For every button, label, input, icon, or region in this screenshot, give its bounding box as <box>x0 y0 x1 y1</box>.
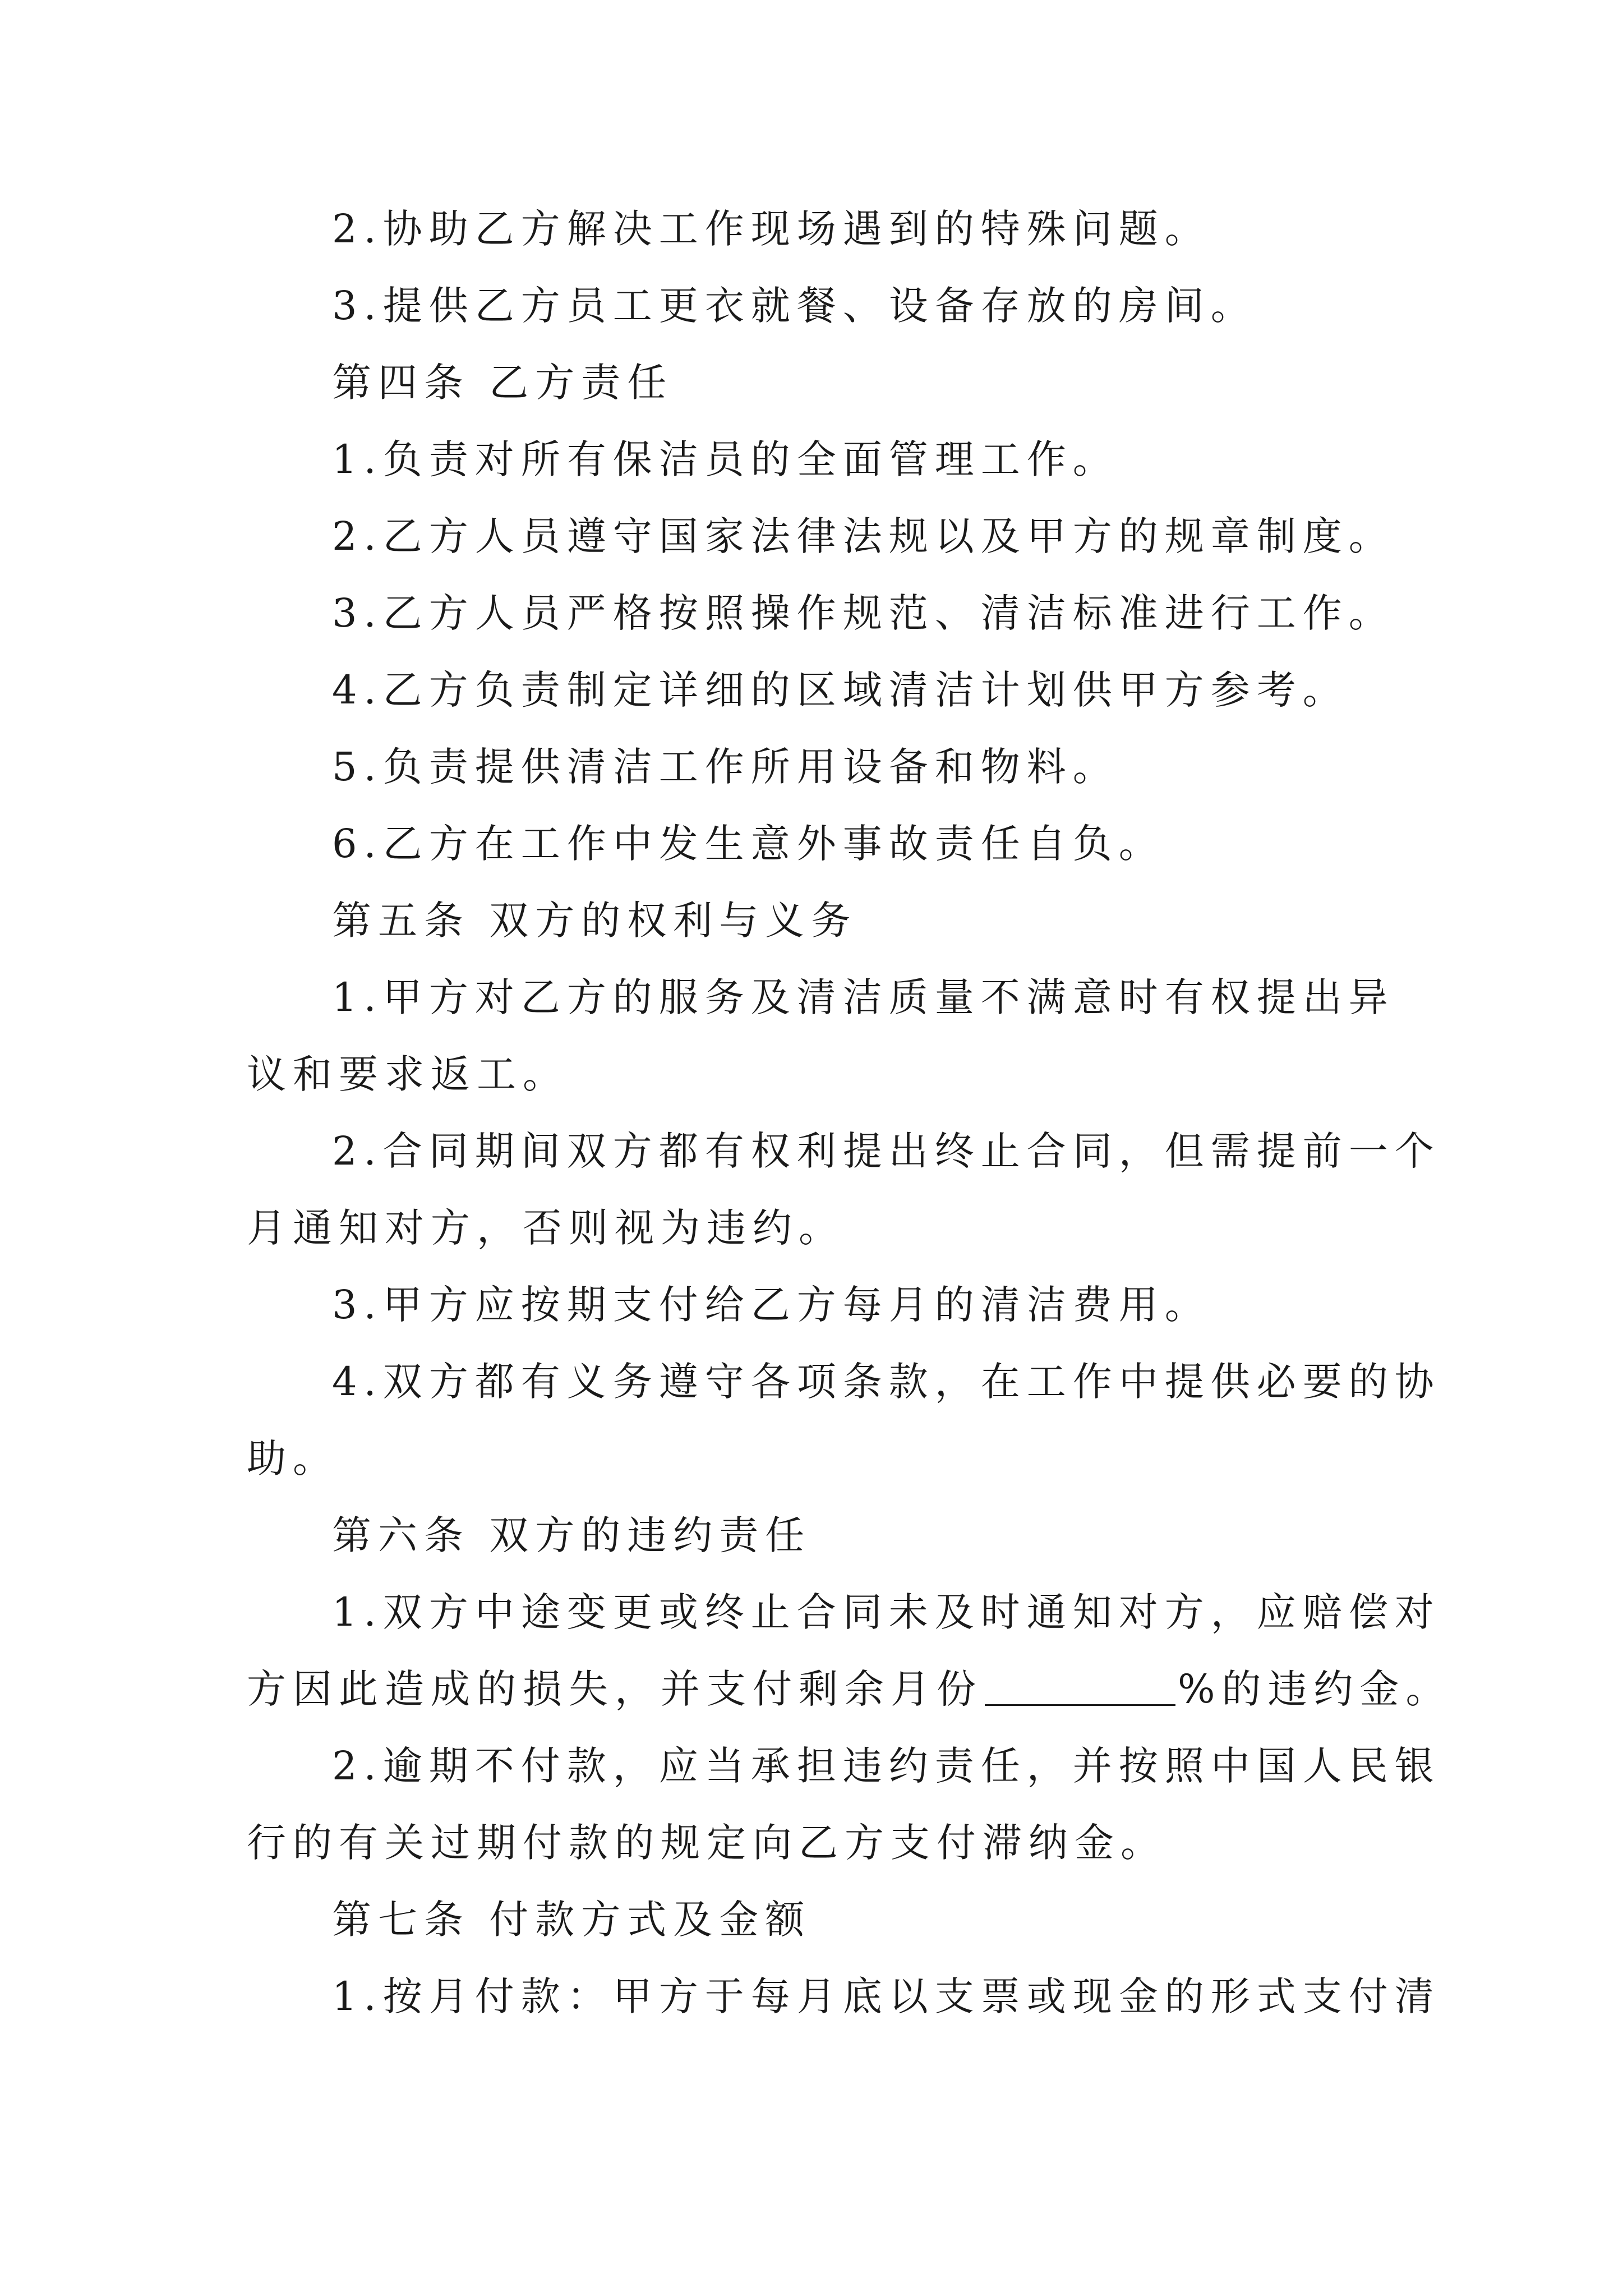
paragraph-line: 2.乙方人员遵守国家法律法规以及甲方的规章制度。 <box>332 513 1395 559</box>
section-heading: 第七条 付款方式及金额 <box>332 1897 811 1943</box>
paragraph-line: 5.负责提供清洁工作所用设备和物料。 <box>332 744 1119 790</box>
paragraph-line: 2.合同期间双方都有权利提出终止合同，但需提前一个 <box>332 1128 1441 1174</box>
paragraph-line: 3.提供乙方员工更衣就餐、设备存放的房间。 <box>332 283 1257 329</box>
line-text-before-blank: 方因此造成的损失，并支付剩余月份 <box>247 1666 983 1712</box>
fill-in-blank <box>985 1671 1175 1706</box>
paragraph-line: 4.双方都有义务遵守各项条款，在工作中提供必要的协 <box>332 1359 1441 1405</box>
paragraph-line: 1.双方中途变更或终止合同未及时通知对方，应赔偿对 <box>332 1589 1441 1635</box>
section-heading: 第六条 双方的违约责任 <box>332 1512 811 1558</box>
paragraph-line: 1.负责对所有保洁员的全面管理工作。 <box>332 436 1119 482</box>
paragraph-line: 4.乙方负责制定详细的区域清洁计划供甲方参考。 <box>332 667 1349 713</box>
section-heading: 第五条 双方的权利与义务 <box>332 898 857 944</box>
paragraph-line: 2.协助乙方解决工作现场遇到的特殊问题。 <box>332 206 1211 252</box>
paragraph-line: 议和要求返工。 <box>247 1051 569 1097</box>
line-text-after-blank: %的违约金。 <box>1178 1666 1452 1712</box>
paragraph-line: 月通知对方，否则视为违约。 <box>247 1205 845 1251</box>
paragraph-line: 3.乙方人员严格按照操作规范、清洁标准进行工作。 <box>332 590 1395 636</box>
paragraph-line: 2.逾期不付款，应当承担违约责任，并按照中国人民银 <box>332 1743 1441 1789</box>
paragraph-line: 1.按月付款：甲方于每月底以支票或现金的形式支付清 <box>332 1973 1441 2019</box>
document-body <box>247 191 1452 2035</box>
paragraph-line: 1.甲方对乙方的服务及清洁质量不满意时有权提出异 <box>332 974 1395 1020</box>
paragraph-line: 3.甲方应按期支付给乙方每月的清洁费用。 <box>332 1282 1211 1328</box>
paragraph-line: 行的有关过期付款的规定向乙方支付滞纳金。 <box>247 1820 1166 1866</box>
paragraph-line: 助。 <box>247 1435 339 1481</box>
paragraph-line: 6.乙方在工作中发生意外事故责任自负。 <box>332 821 1165 867</box>
paragraph-line-with-blank <box>247 1651 1452 1728</box>
section-heading: 第四条 乙方责任 <box>332 360 674 406</box>
